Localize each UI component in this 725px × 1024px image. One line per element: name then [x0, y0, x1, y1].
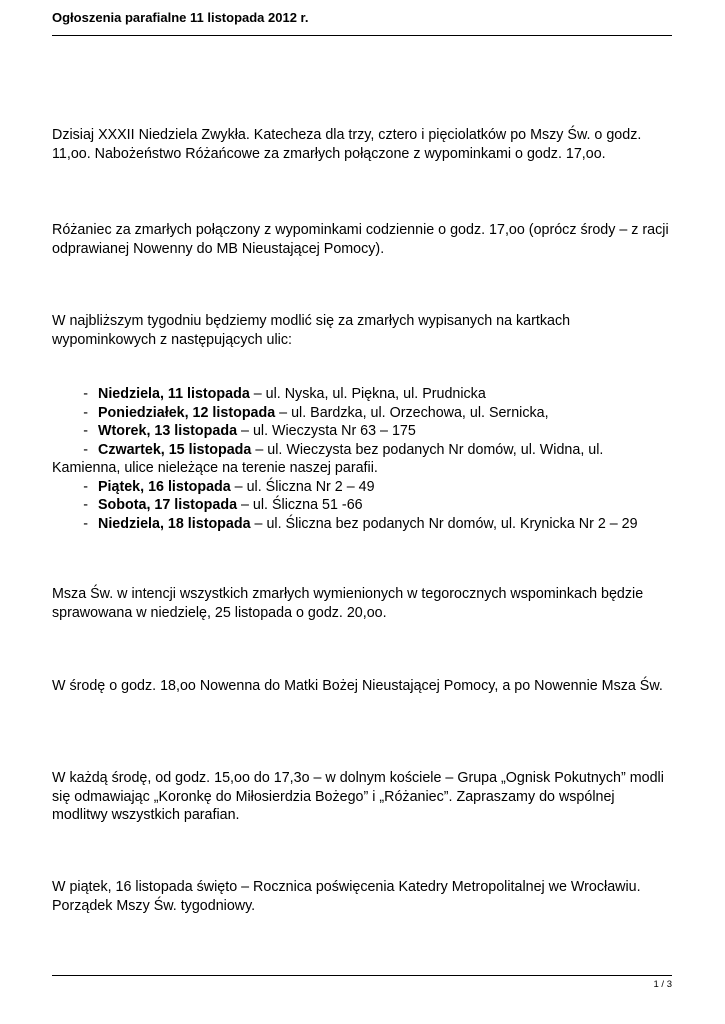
list-bullet: -: [83, 515, 88, 532]
schedule-item: [52, 478, 674, 497]
schedule-streets: – ul. Śliczna 51 -66: [237, 497, 363, 513]
schedule-streets: – ul. Wieczysta bez podanych Nr domów, ul. Widna, ul. Kamienna, ulice nieleżące na terenie naszej parafii.: [52, 441, 604, 476]
schedule-item: [52, 385, 674, 404]
schedule-streets: – ul. Śliczna Nr 2 – 49: [230, 478, 375, 495]
list-bullet: -: [83, 423, 88, 439]
announcement-paragraph-7: W piątek, 16 listopada święto – Rocznica poświęcenia Katedry Metropolitalnej we Wrocławiu. Porządek Mszy Św. tygodniowy.: [52, 879, 641, 914]
schedule-list: [52, 385, 674, 533]
header-divider: [52, 35, 672, 36]
page-number: 1 / 3: [653, 979, 672, 990]
schedule-day: Wtorek, 13 listopada: [98, 423, 238, 439]
schedule-item: [52, 496, 674, 515]
schedule-day: Czwartek, 15 listopada: [98, 441, 252, 458]
schedule-item: [52, 404, 674, 423]
schedule-streets: – ul. Bardzka, ul. Orzechowa, ul. Sernicka,: [275, 404, 549, 421]
schedule-streets: – ul. Nyska, ul. Piękna, ul. Prudnicka: [249, 386, 486, 402]
list-bullet: -: [83, 441, 88, 458]
list-bullet: -: [83, 386, 88, 402]
list-bullet: -: [83, 497, 88, 513]
announcement-paragraph-6: W każdą środę, od godz. 15,oo do 17,3o – w dolnym kościele – Grupa „Ognisk Pokutnych” modli się odmawiając „Koronkę do Miłosierdzia Bożego” i „Różaniec”. Zapraszamy do wspólnej modlitwy wszystkich parafian.: [52, 770, 664, 823]
schedule-item: [52, 515, 674, 534]
page-header-title: Ogłoszenia parafialne 11 listopada 2012 r.: [52, 10, 309, 25]
schedule-day: Sobota, 17 listopada: [98, 497, 238, 513]
schedule-day: Niedziela, 11 listopada: [98, 386, 250, 402]
announcement-paragraph-3: W najbliższym tygodniu będziemy modlić się za zmarłych wypisanych na kartkach wypominkowych z następujących ulic:: [52, 313, 571, 348]
schedule-day: Poniedziałek, 12 listopada: [98, 404, 276, 421]
schedule-item: [52, 441, 674, 478]
schedule-streets: – ul. Śliczna bez podanych Nr domów, ul. Krynicka Nr 2 – 29: [250, 515, 638, 532]
schedule-streets: – ul. Wieczysta Nr 63 – 175: [237, 423, 416, 439]
announcement-paragraph-4: Msza Św. w intencji wszystkich zmarłych wymienionych w tegorocznych wspominkach będzie sprawowana w niedzielę, 25 listopada o godz. 20,oo.: [52, 586, 644, 621]
announcement-paragraph-5: W środę o godz. 18,oo Nowenna do Matki Bożej Nieustającej Pomocy, a po Nowennie Msza Św.: [52, 678, 663, 694]
list-bullet: -: [83, 404, 88, 421]
schedule-day: Piątek, 16 listopada: [98, 478, 231, 495]
schedule-day: Niedziela, 18 listopada: [98, 515, 251, 532]
list-bullet: -: [83, 478, 88, 495]
schedule-item: [52, 422, 674, 441]
announcement-paragraph-2: Różaniec za zmarłych połączony z wypominkami codziennie o godz. 17,oo (oprócz środy – z racji odprawianej Nowenny do MB Nieustającej Pomocy).: [52, 222, 669, 257]
announcement-paragraph-1: Dzisiaj XXXII Niedziela Zwykła. Katecheza dla trzy, cztero i pięciolatków po Mszy Św. o godz. 11,oo. Nabożeństwo Różańcowe za zmarłych połączone z wypominkami o godz. 17,oo.: [52, 127, 642, 162]
footer-divider: [52, 975, 672, 976]
